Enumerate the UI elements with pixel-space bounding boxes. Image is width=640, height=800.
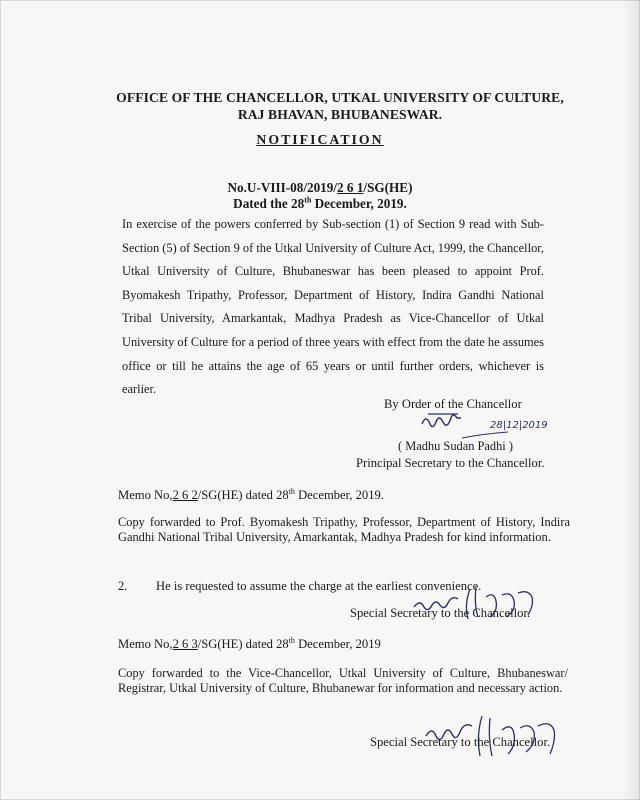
memo-2-line — [118, 637, 381, 652]
signatory-1-name: ( Madhu Sudan Padhi ) — [398, 439, 513, 453]
signature-1-handwriting — [418, 408, 558, 442]
memo-1-suffix: /SG(HE) dated 28 — [197, 488, 289, 502]
office-line-1: OFFICE OF THE CHANCELLOR, UTKAL UNIVERSITY OF CULTURE, — [116, 90, 564, 105]
notification-title-text: NOTIFICATION — [256, 132, 384, 147]
reference-number-value: 2 6 1 — [337, 180, 364, 195]
memo-2-date-end: December, 2019 — [294, 637, 381, 651]
memo-1-line — [118, 488, 384, 503]
reference-block — [160, 180, 480, 212]
memo-1-sup: th — [288, 486, 295, 496]
reference-date — [160, 196, 480, 212]
reference-number-suffix: /SG(HE) — [363, 180, 413, 195]
office-heading — [110, 89, 570, 123]
signature-1-date: 28|12|2019 — [490, 420, 548, 431]
memo-1-copy-text: Copy forwarded to Prof. Byomakesh Tripathy, Professor, Department of History, Indira Gandhi National Tribal University, Amarkantak, Madhya Pradesh for kind information. — [118, 515, 570, 544]
reference-number-prefix: No.U-VIII-08/2019/ — [227, 180, 338, 195]
notification-title — [0, 132, 640, 148]
signatory-2-title: Special Secretary to the Chancellor. — [350, 606, 531, 620]
signatory-1-title: Principal Secretary to the Chancellor. — [356, 456, 545, 470]
memo-1-point-text: He is requested to assume the charge at the earliest convenience. — [156, 579, 482, 593]
memo-2-number: 2 6 3 — [172, 637, 198, 651]
reference-date-sup: th — [304, 195, 312, 205]
memo-1-date-end: December, 2019. — [294, 488, 384, 502]
page-edge-shadow — [622, 0, 640, 800]
reference-number — [160, 180, 480, 196]
notification-paragraph: In exercise of the powers conferred by Sub-section (1) of Section 9 read with Sub-Section (5) of Section 9 of the Utkal University of Culture Act, 1999, the Chancellor, Utkal University of Culture, Bhubaneswar has been pleased to appoint Prof. Byomakesh Tripathy, Professor, Department of History, Indira Gandhi National Tribal University, Amarkantak, Madhya Pradesh as Vice-Chancellor of Utkal University of Culture for a period of three years with effect from the date he assumes office or till he attains the age of 65 years or until further orders, whichever is earlier. — [122, 217, 544, 397]
reference-date-suffix: December, 2019. — [311, 196, 407, 211]
by-order-line: By Order of the Chancellor — [384, 397, 522, 411]
memo-1-number: 2 6 2 — [172, 488, 198, 502]
memo-1-prefix: Memo No, — [118, 488, 173, 502]
office-line-2: RAJ BHAVAN, BHUBANESWAR. — [237, 107, 443, 122]
signatory-3-title: Special Secretary to the Chancellor. — [370, 735, 551, 749]
memo-1-point-number: 2. — [118, 579, 128, 593]
memo-2-suffix: /SG(HE) dated 28 — [197, 637, 289, 651]
reference-date-prefix: Dated the 28 — [233, 196, 305, 211]
memo-2-copy-text: Copy forwarded to the Vice-Chancellor, Utkal University of Culture, Bhubaneswar/ Registrar, Utkal University of Culture, Bhubanewar for information and necessary action. — [118, 666, 568, 695]
memo-2-sup: th — [288, 635, 295, 645]
memo-2-prefix: Memo No, — [118, 637, 173, 651]
